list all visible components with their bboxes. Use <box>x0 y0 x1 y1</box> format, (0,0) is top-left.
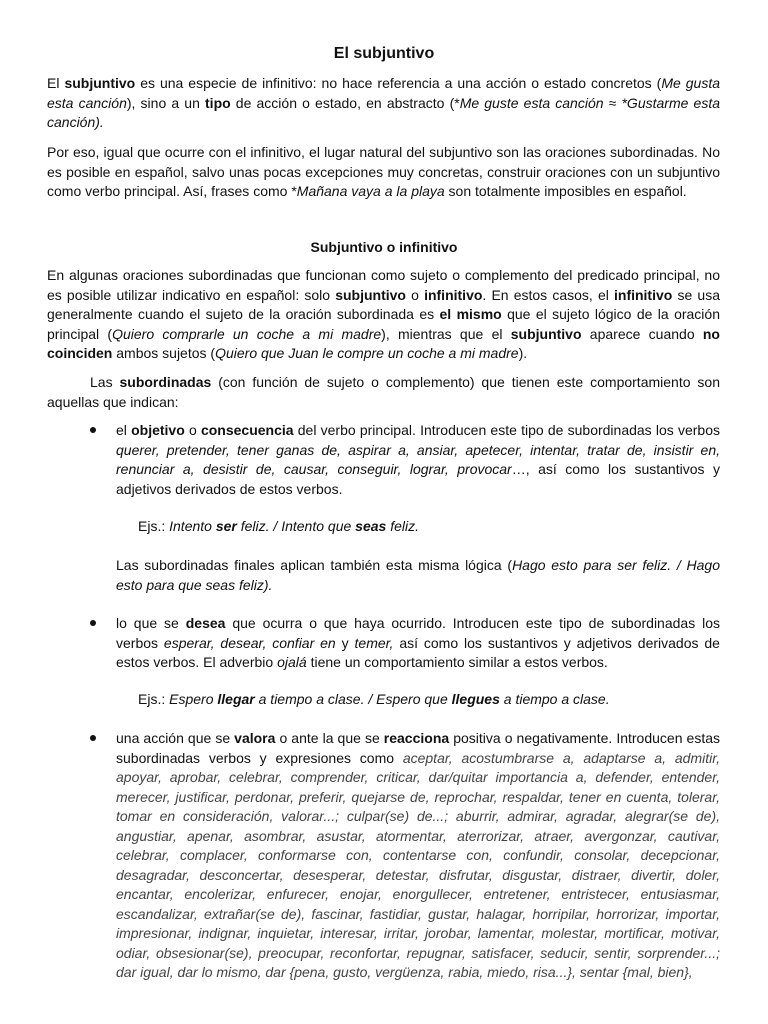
text-run: del verbo principal. Introducen este tipo de subordinadas los verbos <box>293 422 720 438</box>
text-run-italic: ojalá <box>277 654 307 670</box>
text-run-bold: subjuntivo <box>64 75 136 91</box>
text-run-italic: aceptar, acostumbrarse a, adaptarse a, admitir, apoyar, aprobar, celebrar, comprender, criticar, dar/quitar importancia a, defender, entender, merecer, justificar, perdonar, preferir, quejarse de, reprochar, respaldar, tener en cuenta, tolerar, tomar en consideración, valorar...; culpar(se) de...; aburrir, admirar, agradar, alegrar(se de), angustiar, apenar, asombrar, asustar, atormentar, aterrorizar, atraer, avergonzar, cautivar, celebrar, complacer, conformarse con, contentarse con, confundir, consolar, decepcionar, desagradar, desconcertar, desesperar, detestar, disfrutar, disgustar, distraer, divertir, doler, encantar, encolerizar, enfurecer, enojar, enorgullecer, entretener, entristecer, entusiasmar, escandalizar, extrañar(se de), fascinar, fastidiar, gustar, halagar, horripilar, horrorizar, importar, impresionar, indignar, inquietar, interesar, irritar, jorobar, lamentar, molestar, mortificar, motivar, odiar, obsesionar(se), preocupar, reconfortar, repugnar, satisfacer, seducir, sentir, sorprender...; dar igual, dar lo mismo, dar {pena, gusto, vergüenza, rabia, miedo, risa...}, sentar {mal, bien}, <box>116 749 720 980</box>
text-run-italic: temer, <box>354 634 394 651</box>
text-run: que ocurra o que haya ocurrido. Introducen este tipo de subordinadas los verbos <box>116 615 720 651</box>
text-run-bold: desea <box>185 615 226 631</box>
text-run: el <box>116 422 132 438</box>
text-run-italic: a tiempo a clase. / Espero que <box>254 691 452 707</box>
text-run: …, así como los sustantivos y adjetivos derivados de estos verbos. <box>116 461 720 497</box>
list-item-desea <box>116 614 720 673</box>
text-run-italic: Quiero que Juan le compre un coche a mi madre <box>215 345 519 361</box>
text-run: de acción o estado, en abstracto (* <box>230 94 460 111</box>
example-line-1 <box>138 517 720 537</box>
text-run-bold: consecuencia <box>200 422 294 438</box>
text-run: El <box>47 75 65 91</box>
text-run: y <box>335 634 355 651</box>
paragraph-list-intro <box>47 373 720 412</box>
text-run-italic: feliz. <box>386 518 419 534</box>
bullet-icon <box>90 427 96 433</box>
text-run: ambos sujetos ( <box>112 345 216 361</box>
text-run-bold: tipo <box>205 94 231 111</box>
bullet-icon <box>90 735 96 741</box>
text-run-bold: subjuntivo <box>335 286 406 303</box>
text-run-bold: reacciona <box>383 730 450 746</box>
text-run: Ejs.: <box>138 691 170 707</box>
example-line-2 <box>138 690 720 710</box>
text-run: Las <box>90 374 120 390</box>
intro-paragraph <box>47 74 720 133</box>
text-run: Las subordinadas finales aplican también esta misma lógica ( <box>116 557 513 573</box>
list-item-valora <box>116 729 720 983</box>
text-run: una acción que se <box>116 730 235 746</box>
text-run-italic: Intento <box>169 518 216 534</box>
text-run: así como los sustantivos y adjetivos derivados de estos verbos. El adverbio <box>116 634 720 670</box>
text-run-italic: Me gusta esta canción <box>47 75 721 111</box>
text-run: o <box>184 422 201 438</box>
text-run-bold: subjuntivo <box>510 325 582 342</box>
text-run-italic: Espero <box>169 691 218 707</box>
text-run-bold: subordinadas <box>119 374 212 390</box>
text-run-italic: querer, pretender, tener ganas de, aspirar a, ansiar, apetecer, intentar, tratar de, insistir en, renunciar a, desistir de, causar, conseguir, lograr, provocar <box>116 441 720 477</box>
text-run-italic: Me guste esta canción ≈ *Gustarme esta canción). <box>47 94 720 130</box>
text-run: lo que se <box>116 615 186 631</box>
text-run: es una especie de infinitivo: no hace referencia a una acción o estado concretos ( <box>135 75 662 91</box>
text-run-bold: infinitivo <box>424 286 483 303</box>
text-run: tiene un comportamiento similar a estos verbos. <box>306 654 608 670</box>
text-run-italic: Quiero comprarle un coche a mi madre <box>112 325 382 342</box>
paragraph-subordinadas <box>47 143 720 202</box>
text-run-bold: infinitivo <box>614 286 673 303</box>
paragraph-finales <box>116 556 720 595</box>
text-run-italic: Mañana vaya a la playa <box>296 183 445 199</box>
text-run-bold-italic: llegar <box>217 691 255 707</box>
text-run: En algunas oraciones subordinadas que funcionan como sujeto o complemento del predicado principal, no es posible utilizar indicativo en español: solo <box>47 267 720 303</box>
text-run: Por eso, igual que ocurre con el infinitivo, el lugar natural del subjuntivo son las oraciones subordinadas. No es posible en español, salvo unas pocas excepciones muy concretas, construir oraciones con un subjuntivo como verbo principal. Así, frases como * <box>47 144 720 199</box>
text-run: o <box>405 286 425 303</box>
text-run-bold: no coinciden <box>47 325 720 361</box>
text-run: . En estos casos, el <box>482 286 614 303</box>
text-run-bold: valora <box>234 730 276 746</box>
text-run: ), mientras que el <box>381 325 511 342</box>
text-run-bold: objetivo <box>131 422 185 438</box>
text-run-bold: el mismo <box>439 306 502 322</box>
text-run: son totalmente imposibles en español. <box>444 183 687 199</box>
text-run-italic: a tiempo a clase. <box>499 691 610 707</box>
text-run: o ante la que se <box>275 730 384 746</box>
text-run: aparece cuando <box>581 325 703 342</box>
text-run: ). <box>518 345 528 361</box>
text-run-italic: Hago esto para ser feliz. / Hago esto para que seas feliz). <box>116 557 720 593</box>
text-run: que el sujeto lógico de la oración principal ( <box>47 306 720 342</box>
list-item-objetivo <box>116 421 720 499</box>
text-run-bold-italic: seas <box>355 518 387 534</box>
document-title: El subjuntivo <box>333 45 435 62</box>
text-run-italic: feliz. / Intento que <box>236 518 356 534</box>
text-run-italic: esperar, desear, confiar en <box>163 634 336 651</box>
bullet-icon <box>90 620 96 626</box>
paragraph-subjuntivo-infinitivo <box>47 266 720 364</box>
section-subtitle: Subjuntivo o infinitivo <box>310 239 458 255</box>
text-run: Ejs.: <box>138 518 170 534</box>
text-run: ), sino a un <box>126 94 206 111</box>
text-run-bold-italic: ser <box>215 518 237 534</box>
text-run: (con función de sujeto o complemento) que tienen este comportamiento son aquellas que indican: <box>47 374 720 410</box>
text-run-bold-italic: llegues <box>451 691 500 707</box>
text-run: positiva o negativamente. Introducen estas subordinadas verbos y expresiones como <box>116 730 720 766</box>
text-run: se usa generalmente cuando el sujeto de la oración subordinada es <box>47 286 720 322</box>
